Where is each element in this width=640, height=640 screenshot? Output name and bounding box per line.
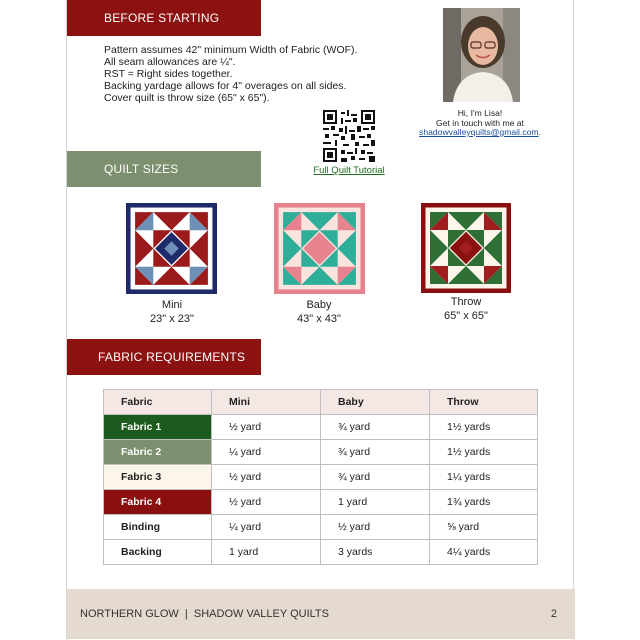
mini-yardage-cell: ½ yard — [212, 465, 321, 490]
quilt-label-mini — [112, 298, 232, 326]
table-row — [104, 465, 538, 490]
throw-yardage-cell: 1½ yards — [430, 440, 538, 465]
fabric-name-cell: Binding — [104, 515, 212, 540]
page-number: 2 — [550, 608, 557, 620]
mini-yardage-cell: ¼ yard — [212, 515, 321, 540]
table-row — [104, 440, 538, 465]
baby-yardage-cell: ¾ yard — [321, 465, 430, 490]
table-row — [104, 415, 538, 440]
footer-title: NORTHERN GLOW | SHADOW VALLEY QUILTS — [80, 608, 329, 620]
fabric-name-cell: Backing — [104, 540, 212, 565]
info-text — [104, 44, 357, 104]
quilt-label-baby — [259, 298, 379, 326]
mini-yardage-cell: ½ yard — [212, 490, 321, 515]
section-title: FABRIC REQUIREMENTS — [98, 350, 246, 364]
throw-yardage-cell: 1½ yards — [430, 415, 538, 440]
info-line: All seam allowances are ¼". — [104, 56, 236, 68]
quilt-preview-baby — [274, 203, 365, 294]
baby-yardage-cell: ¾ yard — [321, 415, 430, 440]
throw-yardage-cell: 1¼ yards — [430, 465, 538, 490]
table-row — [104, 540, 538, 565]
contact-text: Get in touch with me at — [436, 117, 524, 128]
fabric-name-cell: Fabric 2 — [104, 440, 212, 465]
quilt-name: Baby — [306, 299, 332, 311]
mini-yardage-cell: ¼ yard — [212, 440, 321, 465]
document-page — [66, 0, 574, 640]
fabric-name-cell: Fabric 1 — [104, 415, 212, 440]
page-footer — [67, 589, 575, 639]
info-line: Pattern assumes 42" minimum Width of Fabric (WOF). — [104, 44, 358, 56]
table-header-row — [104, 390, 538, 415]
baby-yardage-cell: ¾ yard — [321, 440, 430, 465]
quilt-size: 23" x 23" — [150, 313, 194, 325]
column-header: Mini — [212, 390, 321, 415]
section-title: BEFORE STARTING — [104, 11, 220, 25]
quilt-preview-mini — [126, 203, 217, 294]
throw-yardage-cell: 4¼ yards — [430, 540, 538, 565]
mini-yardage-cell: ½ yard — [212, 415, 321, 440]
section-header-quilt-sizes — [67, 151, 261, 187]
quilt-size: 43" x 43" — [297, 313, 341, 325]
throw-yardage-cell: 1¾ yards — [430, 490, 538, 515]
section-header-before-starting — [67, 0, 261, 36]
email-trail: . — [538, 127, 541, 137]
fabric-name-cell: Fabric 3 — [104, 465, 212, 490]
tutorial-link[interactable]: Full Quilt Tutorial — [313, 165, 385, 176]
table-row — [104, 515, 538, 540]
baby-yardage-cell: 1 yard — [321, 490, 430, 515]
section-header-fabric-requirements — [67, 339, 261, 375]
throw-yardage-cell: ⅝ yard — [430, 515, 538, 540]
info-line: Cover quilt is throw size (65" x 65"). — [104, 92, 270, 104]
column-header: Baby — [321, 390, 430, 415]
section-title: QUILT SIZES — [104, 162, 179, 176]
quilt-name: Throw — [450, 296, 482, 308]
email-link[interactable]: shadowvalleyquilts@gmail.com — [419, 127, 539, 137]
contact-block — [415, 109, 545, 138]
quilt-label-throw — [406, 295, 526, 323]
mini-yardage-cell: 1 yard — [212, 540, 321, 565]
table-row — [104, 490, 538, 515]
quilt-size: 65" x 65" — [444, 310, 488, 322]
fabric-name-cell: Fabric 4 — [104, 490, 212, 515]
column-header: Fabric — [104, 390, 212, 415]
baby-yardage-cell: ½ yard — [321, 515, 430, 540]
qr-code[interactable] — [323, 110, 375, 162]
fabric-requirements-table — [103, 389, 538, 565]
author-photo — [443, 8, 520, 102]
quilt-preview-throw — [421, 203, 511, 293]
greeting-text: Hi, I'm Lisa! — [457, 108, 503, 118]
baby-yardage-cell: 3 yards — [321, 540, 430, 565]
info-line: RST = Right sides together. — [104, 68, 233, 80]
column-header: Throw — [430, 390, 538, 415]
info-line: Backing yardage allows for 4" overages on all sides. — [104, 80, 347, 92]
quilt-name: Mini — [161, 299, 183, 311]
